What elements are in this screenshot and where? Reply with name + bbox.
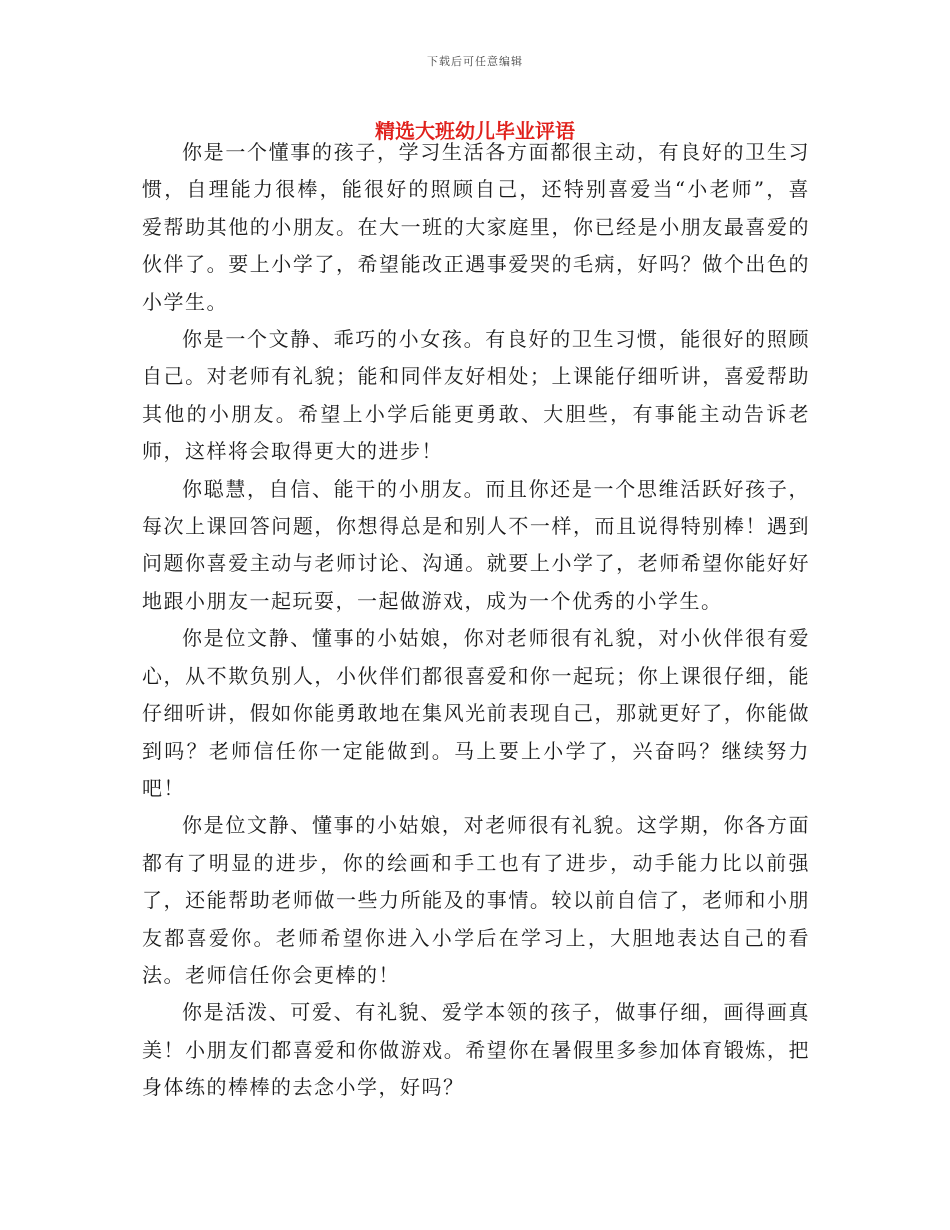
document-title: 精选大班幼儿毕业评语 — [375, 119, 575, 143]
paragraph-5: 你是位文静、懂事的小姑娘，对老师很有礼貌。这学期，你各方面都有了明显的进步，你的绘画和手工也有了进步，动手能力比以前强了，还能帮助老师做一些力所能及的事情。较以前自信了，老师和小朋友都喜爱你。老师希望你进入小学后在学习上，大胆地表达自己的看法。老师信任你会更棒的！ — [142, 813, 810, 987]
paragraph-3: 你聪慧，自信、能干的小朋友。而且你还是一个思维活跃好孩子，每次上课回答问题，你想得总是和别人不一样，而且说得特别棒！遇到问题你喜爱主动与老师讨论、沟通。就要上小学了，老师希望你能好好地跟小朋友一起玩耍，一起做游戏，成为一个优秀的小学生。 — [142, 476, 810, 613]
header-note: 下载后可任意编辑 — [427, 55, 523, 68]
paragraph-1: 你是一个懂事的孩子，学习生活各方面都很主动，有良好的卫生习惯，自理能力很棒，能很好的照顾自己，还特别喜爱当“小老师”，喜爱帮助其他的小朋友。在大一班的大家庭里，你已经是小朋友最喜爱的伙伴了。要上小学了，希望能改正遇事爱哭的毛病，好吗？做个出色的小学生。 — [142, 140, 810, 314]
paragraph-4: 你是位文静、懂事的小姑娘，你对老师很有礼貌，对小伙伴很有爱心，从不欺负别人，小伙伴们都很喜爱和你一起玩；你上课很仔细，能仔细听讲，假如你能勇敢地在集风光前表现自己，那就更好了，你能做到吗？老师信任你一定能做到。马上要上小学了，兴奋吗？继续努力吧！ — [142, 626, 810, 800]
document-body — [142, 134, 810, 1107]
paragraph-6: 你是活泼、可爱、有礼貌、爱学本领的孩子，做事仔细，画得画真美！小朋友们都喜爱和你做游戏。希望你在暑假里多参加体育锻炼，把身体练的棒棒的去念小学，好吗？ — [142, 1000, 810, 1100]
paragraph-2: 你是一个文静、乖巧的小女孩。有良好的卫生习惯，能很好的照顾自己。对老师有礼貌；能和同伴友好相处；上课能仔细听讲，喜爱帮助其他的小朋友。希望上小学后能更勇敢、大胆些，有事能主动告诉老师，这样将会取得更大的进步！ — [142, 327, 810, 464]
